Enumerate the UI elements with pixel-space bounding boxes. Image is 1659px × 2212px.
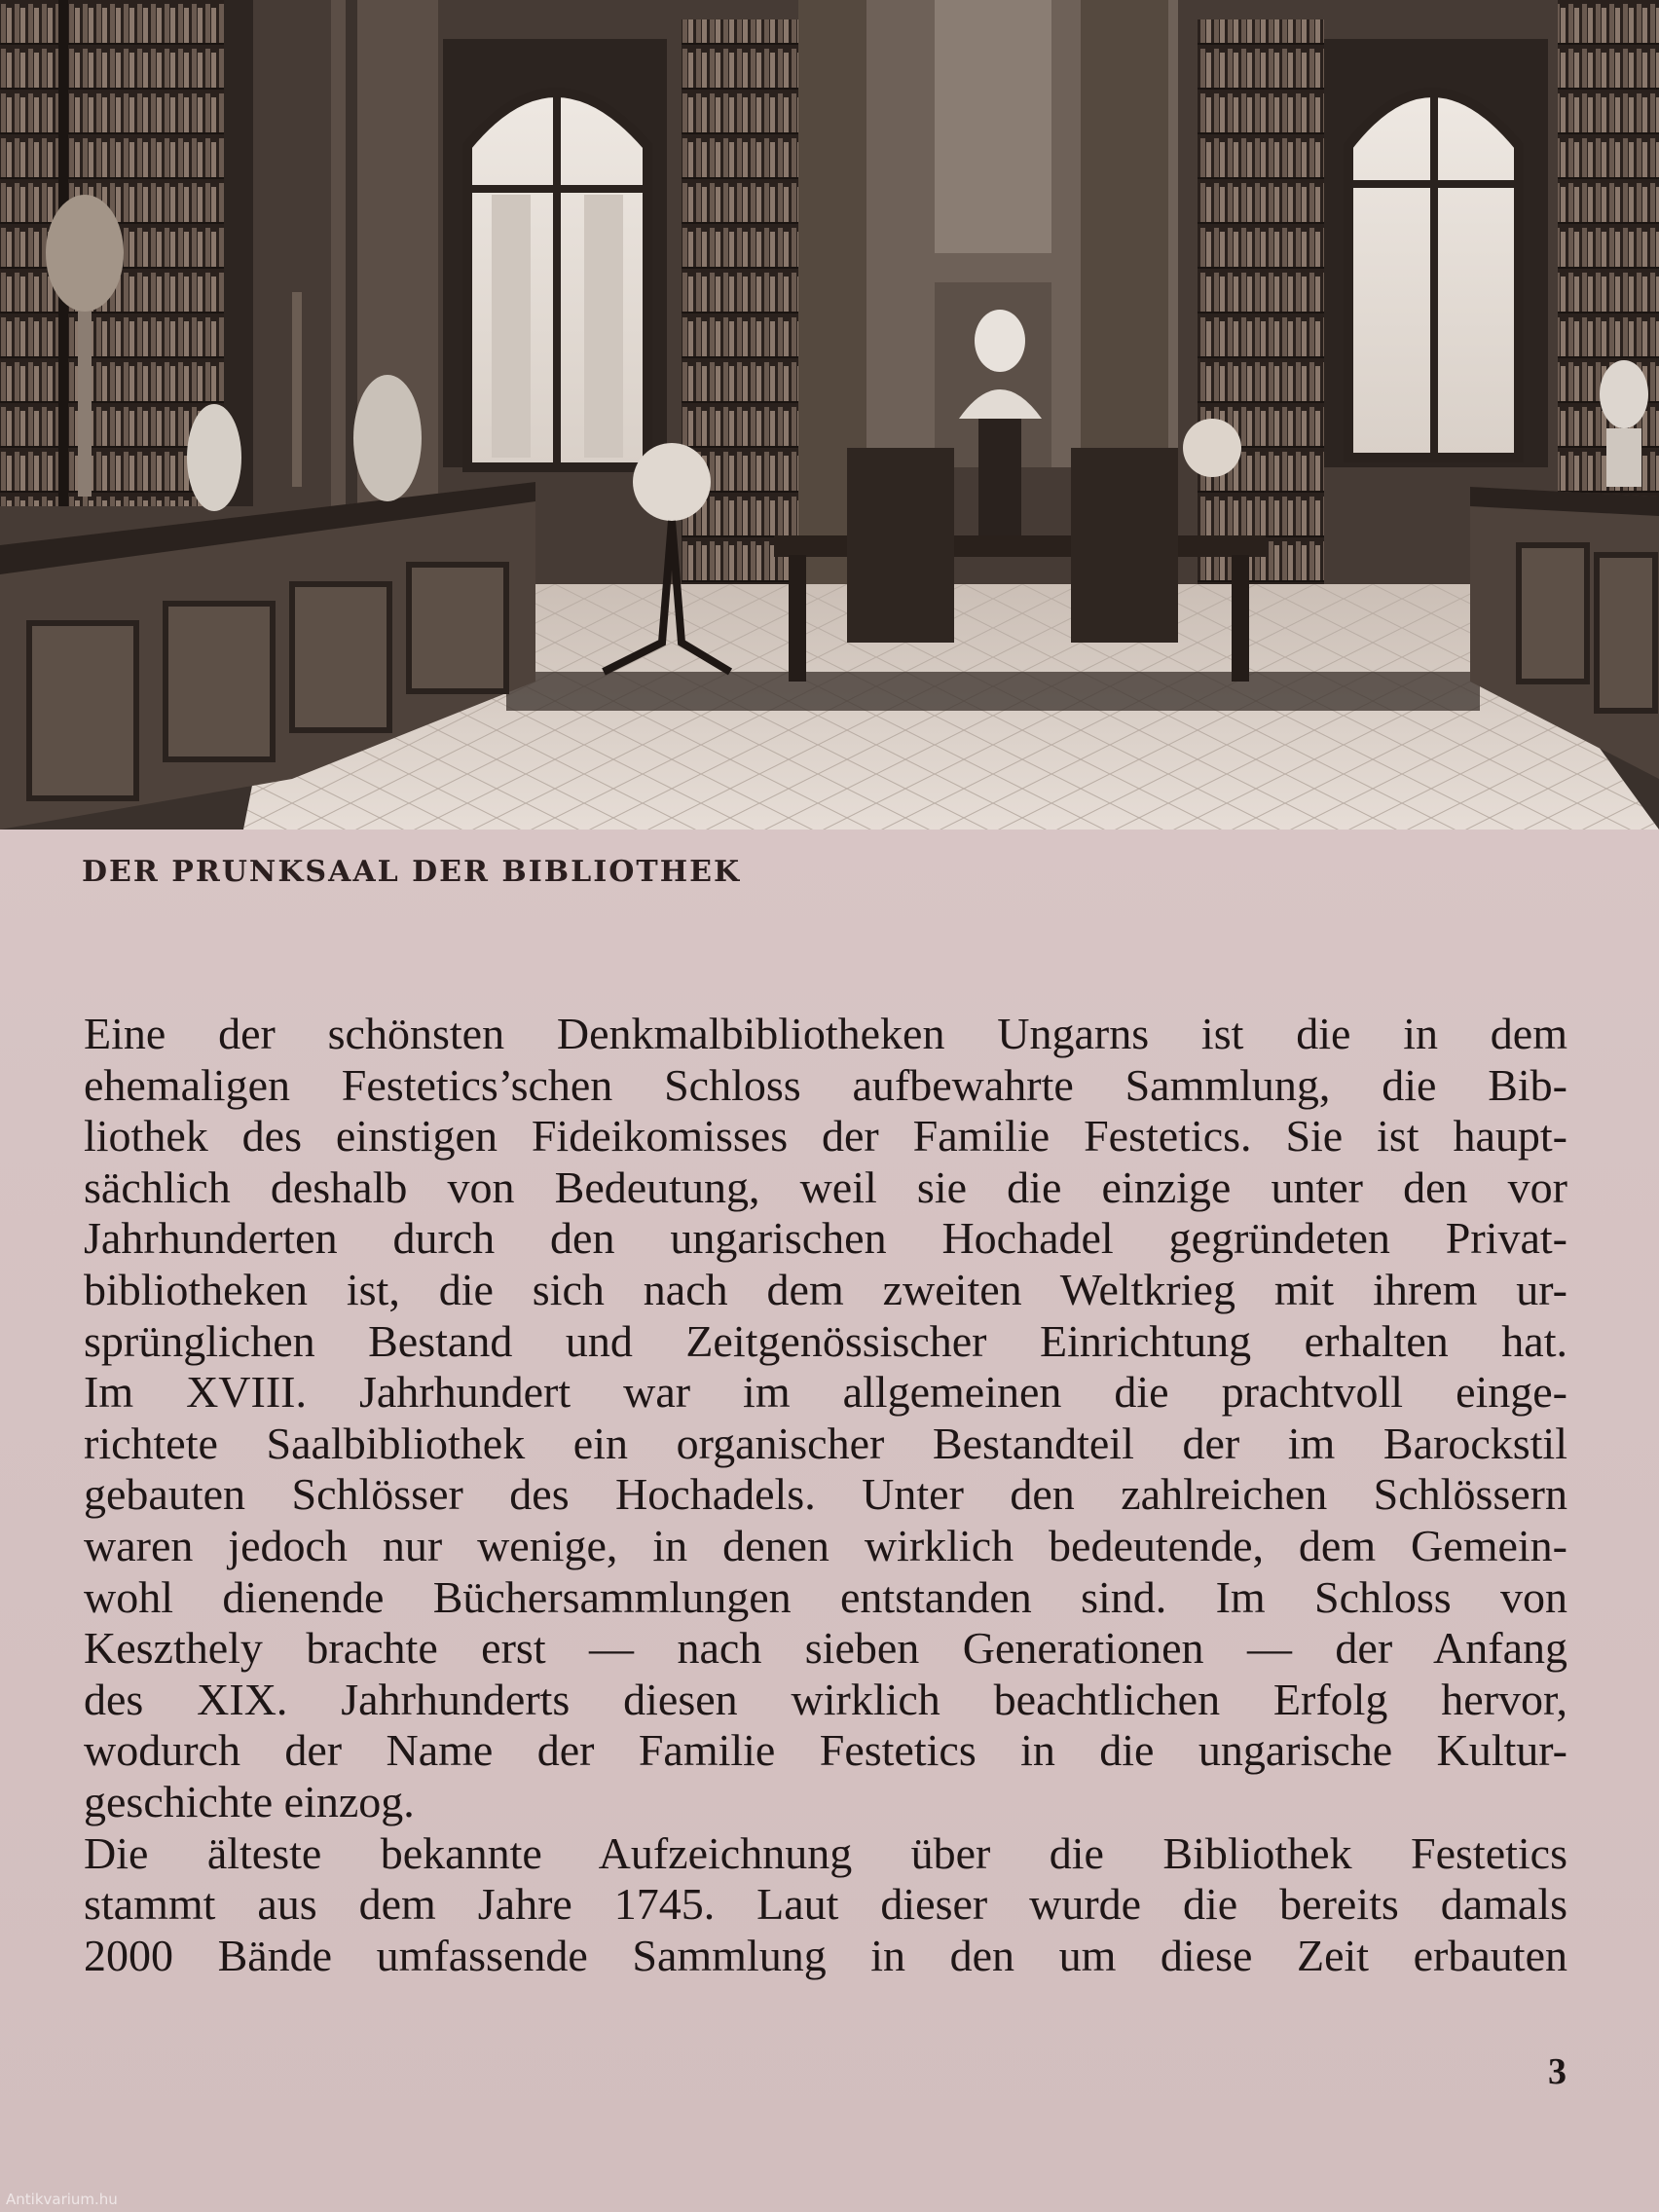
text-line: geschichte einzog. [84, 1776, 415, 1826]
page-number: 3 [1548, 2051, 1567, 2092]
text-line: Keszthely brachte erst — nach sieben Generationen — der Anfang [84, 1623, 1567, 1674]
text-line: Jahrhunderten durch den ungarischen Hochadel gegründeten Privat- [84, 1213, 1567, 1264]
watermark: Antikvarium.hu [6, 2191, 118, 2208]
body-text [84, 1009, 1567, 1981]
text-line: wodurch der Name der Familie Festetics in die ungarische Kultur- [84, 1725, 1567, 1776]
text-line: Eine der schönsten Denkmalbibliotheken Ungarns ist die in dem [84, 1009, 1567, 1058]
text-line: ehemaligen Festetics’schen Schloss aufbewahrte Sammlung, die Bib- [84, 1059, 1567, 1110]
library-hall-photo [0, 0, 1659, 830]
text-line: 2000 Bände umfassende Sammlung in den um diese Zeit erbauten [84, 1930, 1567, 1980]
text-line: sprünglichen Bestand und Zeitgenössischer Einrichtung erhalten hat. [84, 1315, 1567, 1366]
text-line: sächlich deshalb von Bedeutung, weil sie die einzige unter den vor [84, 1161, 1567, 1212]
text-line: richtete Saalbibliothek ein organischer Bestandteil der im Barockstil [84, 1418, 1567, 1468]
text-line: bibliotheken ist, die sich nach dem zweiten Weltkrieg mit ihrem ur- [84, 1264, 1567, 1314]
text-line: wohl dienende Büchersammlungen entstanden sind. Im Schloss von [84, 1571, 1567, 1622]
text-line: stammt aus dem Jahre 1745. Laut dieser wurde die bereits damals [84, 1879, 1567, 1930]
text-line: Im XVIII. Jahrhundert war im allgemeinen die prachtvoll einge- [84, 1367, 1567, 1418]
text-line: gebauten Schlösser des Hochadels. Unter den zahlreichen Schlössern [84, 1469, 1567, 1520]
photo-caption: DER PRUNKSAAL DER BIBLIOTHEK [82, 855, 742, 889]
text-line: liothek des einstigen Fideikomisses der Familie Festetics. Sie ist haupt- [84, 1111, 1567, 1161]
text-line: des XIX. Jahrhunderts diesen wirklich beachtlichen Erfolg hervor, [84, 1674, 1567, 1724]
text-line: waren jedoch nur wenige, in denen wirklich bedeutende, dem Gemein- [84, 1520, 1567, 1570]
text-line: Die älteste bekannte Aufzeichnung über die Bibliothek Festetics [84, 1827, 1567, 1878]
